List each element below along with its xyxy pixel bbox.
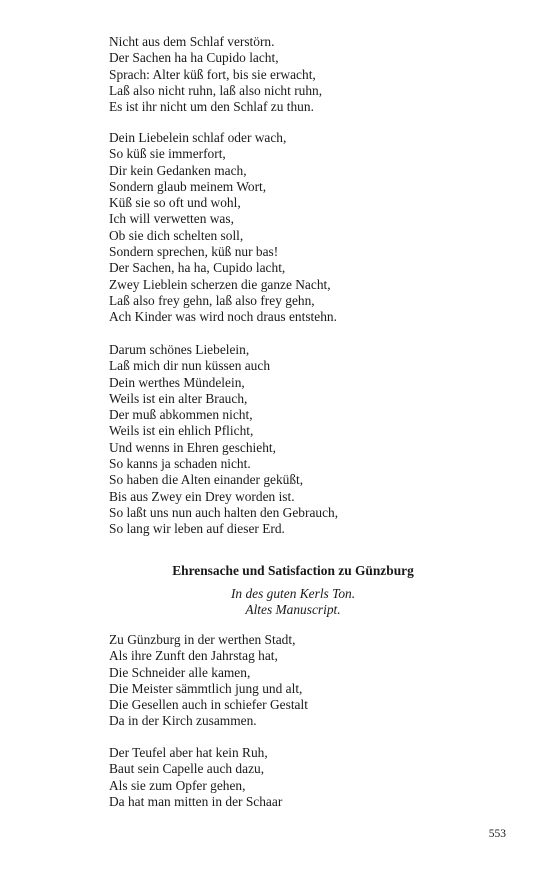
page-number: 553 [488,828,506,840]
verse-line: So kanns ja schaden nicht. [109,456,251,472]
verse-line: Laß also nicht ruhn, laß also nicht ruhn, [109,82,323,98]
verse-line: Da hat man mitten in der Schaar [109,793,283,809]
stanza-1 [109,34,322,115]
verse-line: Da in der Kirch zusammen. [109,713,257,729]
verse-line: Der Teufel aber hat kein Ruh, [109,745,268,760]
verse-line: Die Gesellen auch in schiefer Gestalt [109,697,308,713]
verse-line: Nicht aus dem Schlaf verstörn. [109,34,275,49]
verse-line: Als ihre Zunft den Jahrstag hat, [109,648,278,664]
verse-line: Es ist ihr nicht um den Schlaf zu thun. [109,99,314,115]
subtitle-line: Altes Manuscript. [245,602,341,618]
verse-line: Darum schönes Liebelein, [109,342,250,357]
verse-line: Ich will verwetten was, [109,211,234,227]
verse-line: Zwey Lieblein scherzen die ganze Nacht, [109,276,331,292]
verse-line: Der muß abkommen nicht, [109,407,253,423]
verse-line: Ach Kinder was wird noch draus entstehn. [109,309,337,325]
verse-line: So laßt uns nun auch halten den Gebrauch, [109,504,339,520]
verse-line: Küß sie so oft und wohl, [109,195,241,211]
verse-line: Der Sachen ha ha Cupido lacht, [109,50,279,66]
poem-heading: Ehrensache und Satisfaction zu Günzburg [172,563,414,578]
verse-line: Ob sie dich schelten soll, [109,227,244,243]
subtitle-line: In des guten Kerls Ton. [230,586,356,601]
verse-line: Der Sachen, ha ha, Cupido lacht, [109,260,286,276]
stanza-3 [109,342,338,538]
verse-line: So haben die Alten einander geküßt, [109,472,304,488]
verse-line: Sondern sprechen, küß nur bas! [109,244,279,260]
verse-line: Sondern glaub meinem Wort, [109,178,267,194]
stanza-4 [109,632,308,730]
verse-line: Und wenns in Ehren geschieht, [109,439,276,455]
verse-line: Als sie zum Opfer gehen, [109,777,246,793]
stanza-5 [109,745,282,810]
verse-line: Bis aus Zwey ein Drey worden ist. [109,488,295,504]
verse-line: Die Meister sämmtlich jung und alt, [109,680,303,696]
verse-line: Dein werthes Mündelein, [109,374,245,390]
verse-line: Zu Günzburg in der werthen Stadt, [109,632,296,647]
verse-line: So küß sie immerfort, [109,146,226,162]
verse-line: Weils ist ein ehlich Pflicht, [109,423,254,439]
verse-line: Die Schneider alle kamen, [109,664,251,680]
verse-line: Weils ist ein alter Brauch, [109,390,248,406]
verse-line: Dein Liebelein schlaf oder wach, [109,130,287,145]
verse-line: So lang wir leben auf dieser Erd. [109,521,285,537]
verse-line: Laß mich dir nun küssen auch [109,358,271,374]
verse-line: Sprach: Alter küß fort, bis sie erwacht, [109,66,316,82]
verse-line: Dir kein Gedanken mach, [109,162,247,178]
verse-line: Baut sein Capelle auch dazu, [109,761,265,777]
poem-subtitle [0,586,550,619]
stanza-2 [109,130,337,326]
verse-line: Laß also frey gehn, laß also frey gehn, [109,292,315,308]
